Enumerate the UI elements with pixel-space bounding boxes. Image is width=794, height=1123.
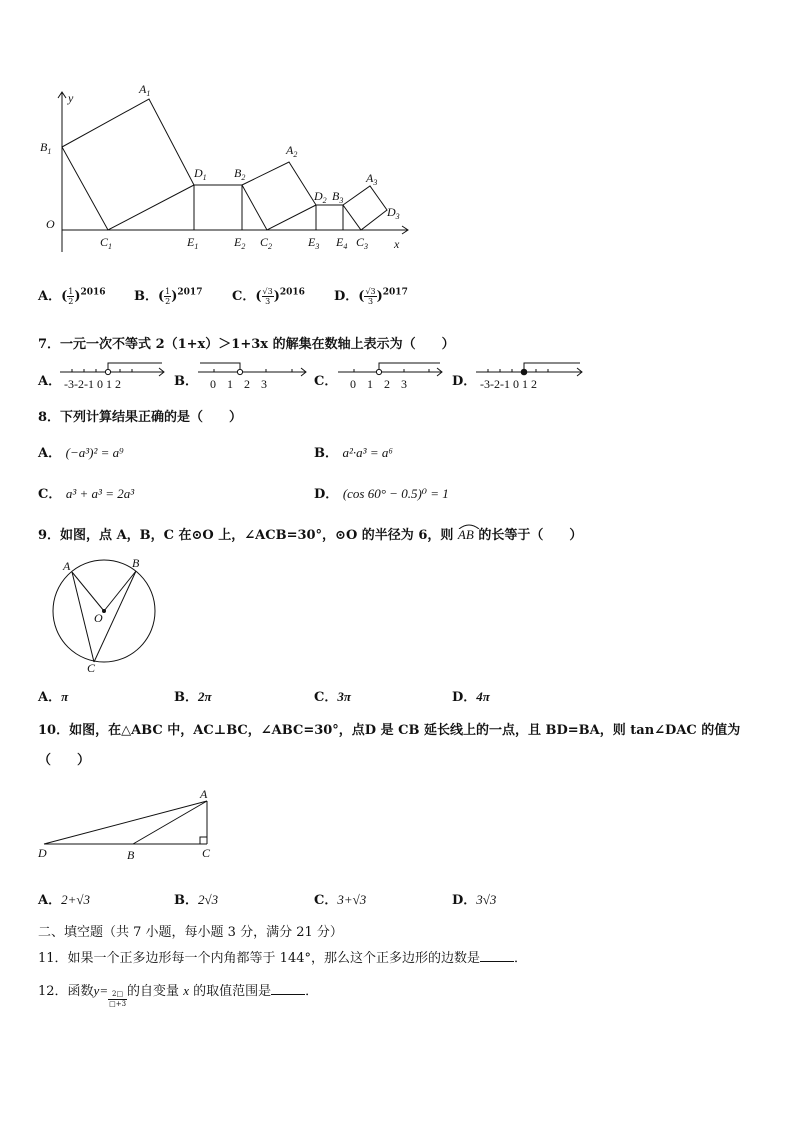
q7-option-c-letter[interactable]: C． [314,374,338,389]
q7-option-a-letter[interactable]: A． [38,374,62,389]
q9-figure [50,555,160,675]
label-A1: A [139,82,147,96]
label-A2: A [286,143,294,157]
arc-symbol-icon [458,523,480,529]
label-x: x [394,237,400,251]
q9-option-d[interactable]: D．4π [452,689,490,705]
svg-text:C3: $C_3$ [356,235,369,251]
q6-option-b[interactable]: B．( $\frac{1}{2}$ )$^{2017}$ [134,287,203,306]
q9-arc-label: AB [457,527,474,542]
q10-figure [34,785,224,865]
svg-text:D2: $D_2$ [314,189,327,205]
svg-text:D1: $D_1$ [194,166,207,182]
q9-option-a[interactable]: A．π [38,689,69,705]
label-A3: A [366,171,374,185]
svg-text:C1: $C_1$ [100,235,113,251]
label-C1: C [100,235,109,249]
q7-numberline-a[interactable] [58,360,170,392]
q7-ticks-d: -3-2-1 0 1 2 [480,377,537,391]
svg-text:A1: $A_1$ [139,82,151,98]
label-E2: E [234,235,242,249]
q9-option-b[interactable]: B．2π [174,689,212,705]
svg-text:A3: $A_3$ [366,171,378,187]
svg-text:B1: $B_1$ [40,140,52,156]
q9-label-B: B [132,556,140,570]
label-C2: C [260,235,269,249]
q7-option-d-letter[interactable]: D． [452,374,477,389]
q6-option-a[interactable]: A．( $\frac{1}{2}$ )$^{2016}$ [38,287,106,306]
q8-option-a[interactable]: A． (−a³)² = a⁹ [38,445,124,461]
svg-text:E2: $E_2$ [234,235,246,251]
q10-option-c[interactable]: C．3+√3 [314,892,367,908]
label-D1: D [194,166,203,180]
label-O: O [46,217,55,231]
svg-text:E1: $E_1$ [187,235,199,251]
q7-numberline-b[interactable] [196,360,312,392]
q12-stem: 12．函数y= $\frac{2□}{□+3}$ 的自变量 x 的取值范围是 ． [38,983,319,1008]
svg-text:E3: $E_3$ [308,235,320,251]
label-B2: B [234,166,242,180]
q8-option-c[interactable]: C． a³ + a³ = 2a³ [38,486,135,502]
svg-text:B3: $B_3$ [332,189,344,205]
q10-option-b[interactable]: B．2√3 [174,892,219,908]
q10-stem-paren: （ ） [38,753,91,768]
q11-answer-blank[interactable] [480,951,514,962]
q10-label-B: B [127,848,135,862]
svg-text:D3: $D_3$ [387,205,400,221]
q7-option-b-letter[interactable]: B． [174,374,198,389]
q10-option-d[interactable]: D．3√3 [452,892,497,908]
q10-label-A: A [200,787,208,801]
label-C3: C [356,235,365,249]
q6-option-d[interactable]: D．( $\frac{√3}{3}$ )$^{2017}$ [334,287,408,306]
q7-ticks-b: 0 1 2 3 [210,377,267,391]
label-D3: D [387,205,396,219]
q7-ticks-c: 0 1 2 3 [350,377,407,391]
q12-answer-blank[interactable] [271,984,305,995]
q6-figure [36,80,416,260]
label-D2: D [314,189,323,203]
svg-text:A2: $A_2$ [286,143,298,159]
q10-label-D: D [38,846,47,860]
label-E1: E [187,235,195,249]
svg-text:C2: $C_2$ [260,235,273,251]
q9-label-A: A [63,559,71,573]
svg-text:B2: $B_2$ [234,166,246,182]
q7-ticks-a: -3-2-1 0 1 2 [64,377,121,391]
label-B3: B [332,189,340,203]
label-E3: E [308,235,316,249]
section-2-title: 二、填空题（共 7 小题，每小题 3 分，满分 21 分） [38,925,343,940]
q9-option-c[interactable]: C．3π [314,689,351,705]
q8-option-b[interactable]: B． a²·a³ = a⁶ [314,445,393,461]
q8-stem: 8．下列计算结果正确的是（ ） [38,410,243,425]
label-B1: B [40,140,48,154]
q7-numberline-c[interactable] [336,360,448,392]
q7-numberline-d[interactable] [474,360,588,392]
q11-stem: 11．如果一个正多边形每一个内角都等于 144°，那么这个正多边形的边数是 ． [38,951,528,966]
q9-stem: 9．如图，点 A，B，C 在⊙O 上，∠ACB=30°，⊙O 的半径为 6，则 AB 的长等于（ ） [38,524,582,543]
q7-stem: 7．一元一次不等式 2（1+x）＞1+3x 的解集在数轴上表示为（ ） [38,337,455,352]
q10-option-a[interactable]: A．2+√3 [38,892,91,908]
q10-stem: 10．如图，在△ABC 中，AC⊥BC，∠ABC=30°，点D 是 CB 延长线上的一点，且 BD=BA，则 tan∠DAC 的值为 [38,723,741,738]
q9-label-C: C [87,661,96,675]
q6-option-c[interactable]: C．( $\frac{√3}{3}$ )$^{2016}$ [232,287,305,306]
svg-text:E4: $E_4$ [336,235,348,251]
label-y: y [68,91,74,105]
q10-label-C: C [202,846,211,860]
q9-label-O: O [94,611,103,625]
label-E4: E [336,235,344,249]
q8-option-d[interactable]: D． (cos 60° − 0.5)⁰ = 1 [314,486,449,502]
